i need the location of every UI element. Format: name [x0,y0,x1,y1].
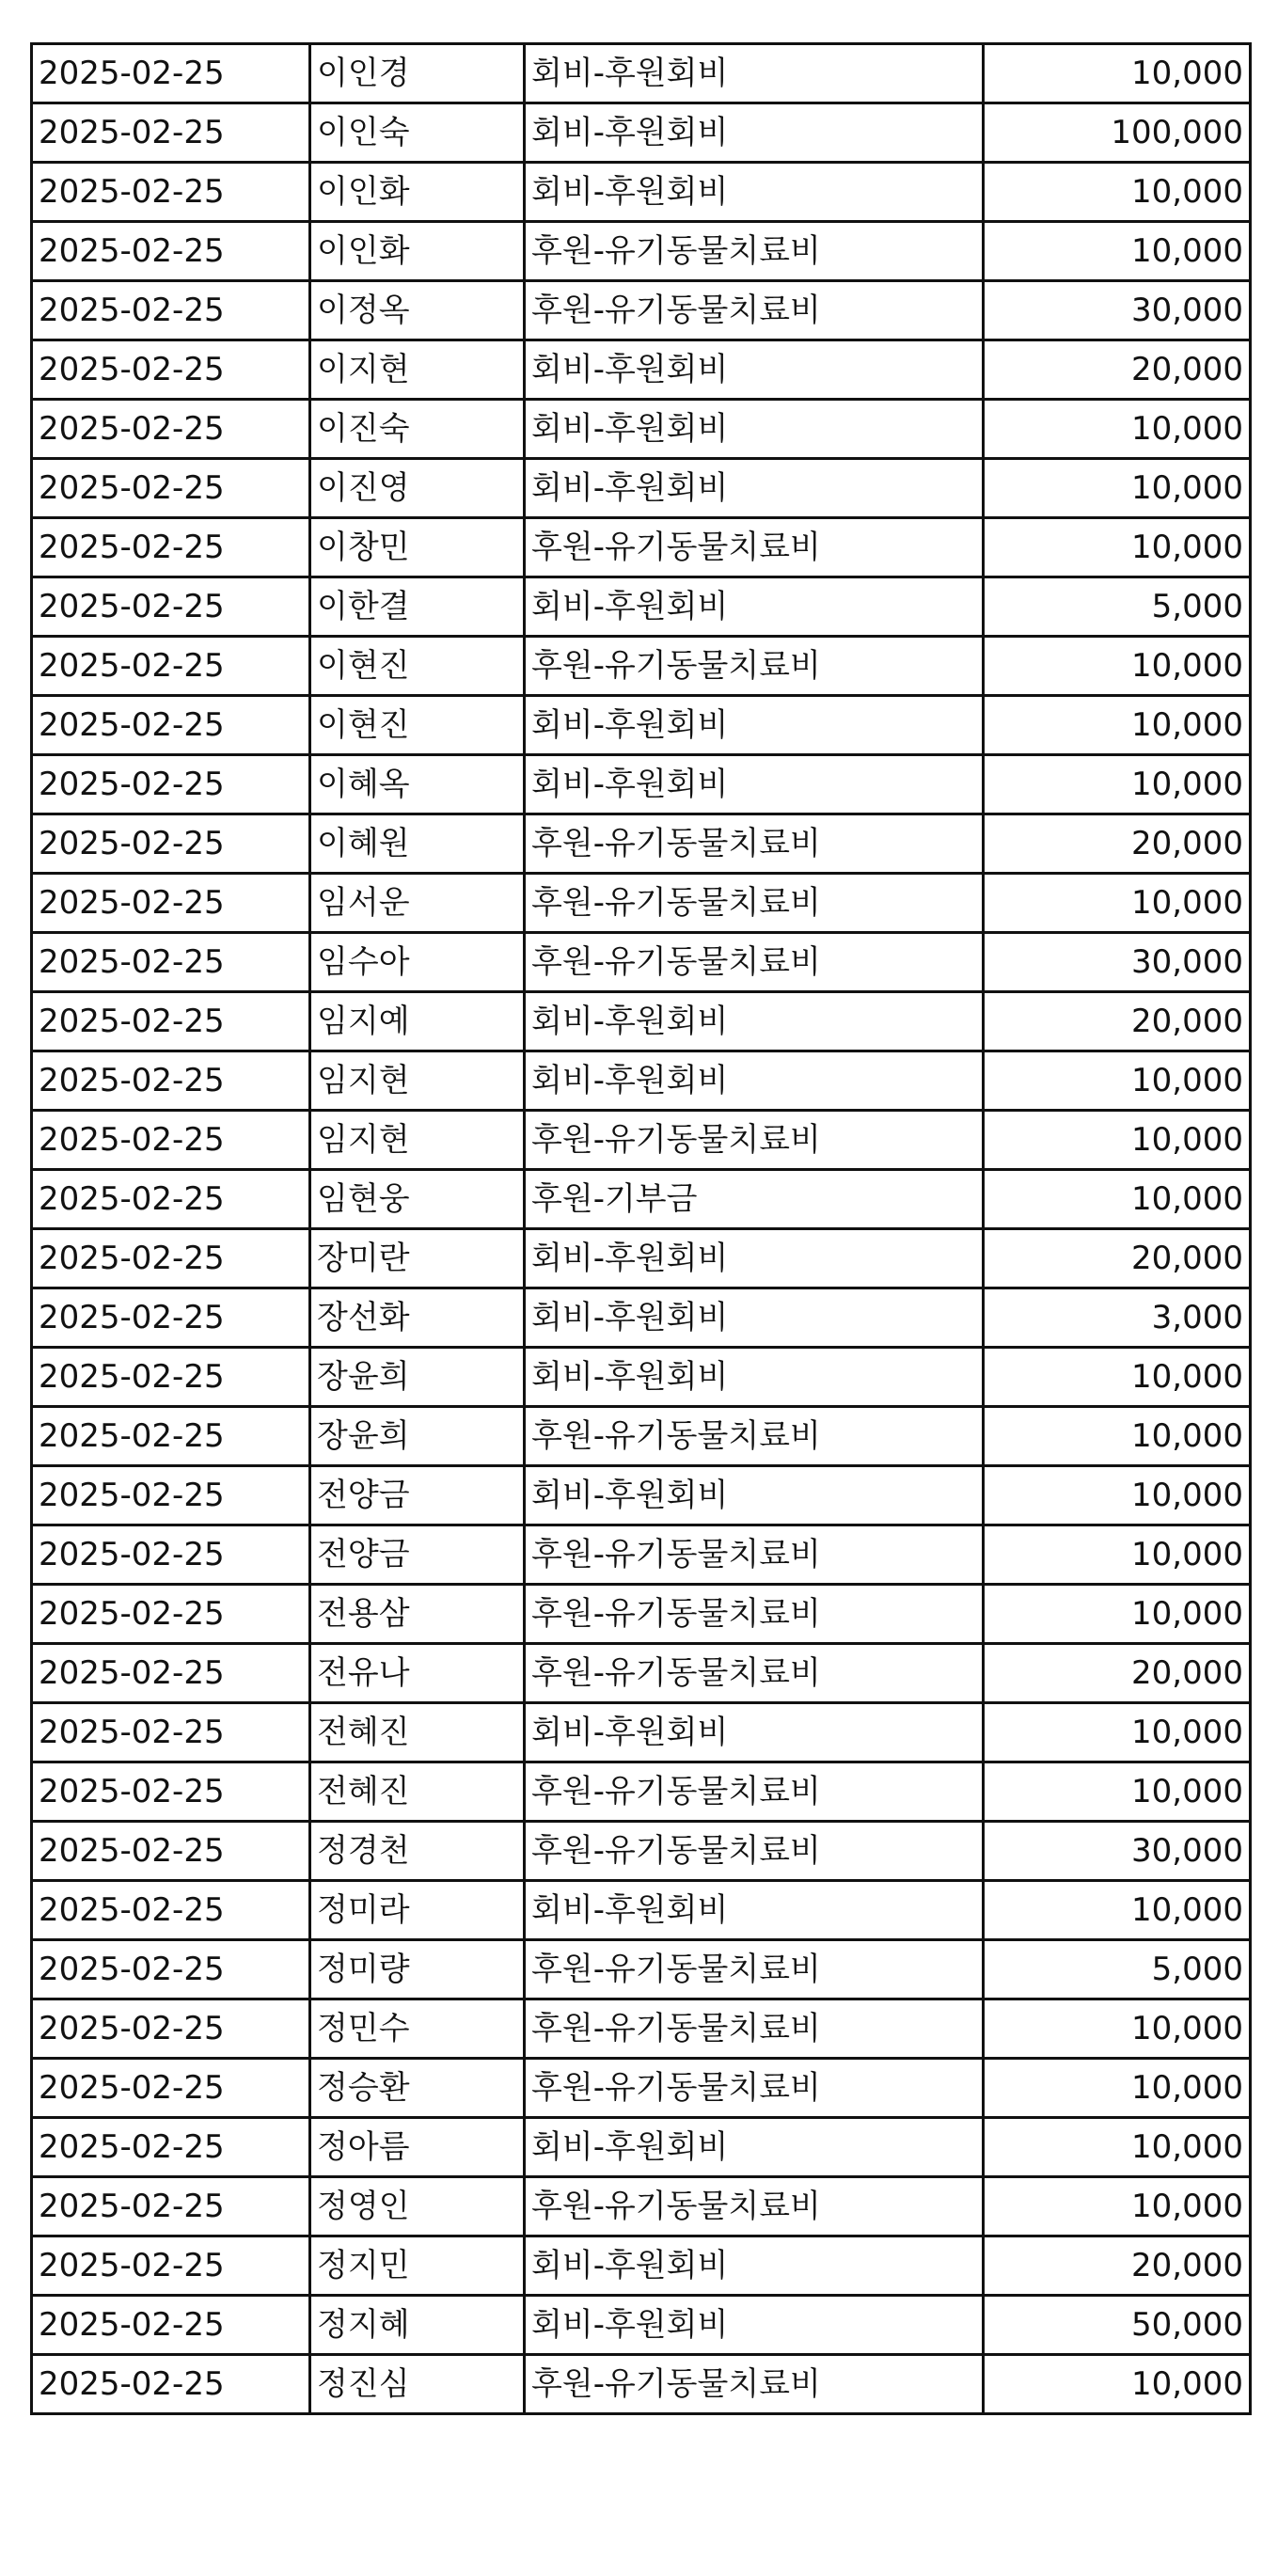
donor-name-cell: 장선화 [310,1288,525,1348]
category-cell: 후원-유기동물치료비 [525,1525,984,1585]
category-cell: 회비-후원회비 [525,1051,984,1111]
donor-name-cell: 이인화 [310,222,525,281]
table-row [32,637,1251,696]
table-row [32,1762,1251,1822]
date-cell: 2025-02-25 [32,459,310,518]
amount-cell: 10,000 [984,1762,1251,1822]
date-cell: 2025-02-25 [32,755,310,814]
amount-cell: 20,000 [984,992,1251,1051]
amount-cell: 30,000 [984,281,1251,340]
table-row [32,1999,1251,2059]
donor-name-cell: 정지혜 [310,2296,525,2355]
date-cell: 2025-02-25 [32,2177,310,2236]
category-cell: 후원-유기동물치료비 [525,222,984,281]
donor-name-cell: 전용삼 [310,1585,525,1644]
donor-name-cell: 임지예 [310,992,525,1051]
table-row [32,1407,1251,1466]
table-row [32,1348,1251,1407]
table-row [32,518,1251,577]
table-row [32,1644,1251,1703]
date-cell: 2025-02-25 [32,2118,310,2177]
table-row [32,1051,1251,1111]
donor-name-cell: 이인숙 [310,103,525,163]
date-cell: 2025-02-25 [32,1762,310,1822]
donor-name-cell: 전혜진 [310,1762,525,1822]
table-row [32,2059,1251,2118]
table-row [32,1170,1251,1229]
amount-cell: 10,000 [984,1881,1251,1940]
amount-cell: 10,000 [984,163,1251,222]
amount-cell: 10,000 [984,1703,1251,1762]
amount-cell: 10,000 [984,2059,1251,2118]
category-cell: 회비-후원회비 [525,400,984,459]
donor-name-cell: 전유나 [310,1644,525,1703]
date-cell: 2025-02-25 [32,577,310,637]
date-cell: 2025-02-25 [32,44,310,103]
date-cell: 2025-02-25 [32,874,310,933]
category-cell: 후원-유기동물치료비 [525,874,984,933]
table-row [32,2118,1251,2177]
category-cell: 회비-후원회비 [525,696,984,755]
donor-name-cell: 이혜옥 [310,755,525,814]
amount-cell: 10,000 [984,44,1251,103]
donor-name-cell: 이창민 [310,518,525,577]
donor-name-cell: 이혜원 [310,814,525,874]
date-cell: 2025-02-25 [32,2059,310,2118]
donor-name-cell: 이인화 [310,163,525,222]
ledger-body [32,44,1251,2414]
date-cell: 2025-02-25 [32,163,310,222]
donor-name-cell: 이현진 [310,696,525,755]
donor-name-cell: 임현웅 [310,1170,525,1229]
category-cell: 후원-유기동물치료비 [525,1585,984,1644]
donor-name-cell: 정미라 [310,1881,525,1940]
category-cell: 후원-유기동물치료비 [525,1762,984,1822]
date-cell: 2025-02-25 [32,2355,310,2414]
category-cell: 회비-후원회비 [525,1703,984,1762]
date-cell: 2025-02-25 [32,400,310,459]
category-cell: 후원-유기동물치료비 [525,2177,984,2236]
date-cell: 2025-02-25 [32,2236,310,2296]
amount-cell: 100,000 [984,103,1251,163]
table-row [32,1703,1251,1762]
date-cell: 2025-02-25 [32,1881,310,1940]
category-cell: 회비-후원회비 [525,577,984,637]
amount-cell: 5,000 [984,1940,1251,1999]
category-cell: 회비-후원회비 [525,2236,984,2296]
table-row [32,992,1251,1051]
date-cell: 2025-02-25 [32,1644,310,1703]
table-row [32,1585,1251,1644]
category-cell: 회비-후원회비 [525,2296,984,2355]
donor-name-cell: 전양금 [310,1466,525,1525]
amount-cell: 10,000 [984,518,1251,577]
category-cell: 회비-후원회비 [525,103,984,163]
date-cell: 2025-02-25 [32,1229,310,1288]
donor-name-cell: 정영인 [310,2177,525,2236]
amount-cell: 10,000 [984,1170,1251,1229]
date-cell: 2025-02-25 [32,2296,310,2355]
category-cell: 회비-후원회비 [525,1229,984,1288]
table-row [32,103,1251,163]
donor-name-cell: 정경천 [310,1822,525,1881]
donor-name-cell: 이현진 [310,637,525,696]
date-cell: 2025-02-25 [32,1288,310,1348]
table-row [32,1229,1251,1288]
table-row [32,2355,1251,2414]
amount-cell: 10,000 [984,1525,1251,1585]
donor-name-cell: 전양금 [310,1525,525,1585]
date-cell: 2025-02-25 [32,1585,310,1644]
category-cell: 회비-후원회비 [525,44,984,103]
date-cell: 2025-02-25 [32,1348,310,1407]
date-cell: 2025-02-25 [32,1525,310,1585]
amount-cell: 10,000 [984,459,1251,518]
date-cell: 2025-02-25 [32,637,310,696]
amount-cell: 10,000 [984,1348,1251,1407]
category-cell: 후원-유기동물치료비 [525,1822,984,1881]
amount-cell: 10,000 [984,1999,1251,2059]
amount-cell: 3,000 [984,1288,1251,1348]
category-cell: 회비-후원회비 [525,755,984,814]
table-row [32,874,1251,933]
table-row [32,814,1251,874]
donor-name-cell: 임지현 [310,1051,525,1111]
amount-cell: 10,000 [984,400,1251,459]
donor-name-cell: 정미량 [310,1940,525,1999]
amount-cell: 10,000 [984,755,1251,814]
category-cell: 후원-유기동물치료비 [525,1999,984,2059]
table-row [32,1466,1251,1525]
table-row [32,2236,1251,2296]
date-cell: 2025-02-25 [32,281,310,340]
amount-cell: 10,000 [984,222,1251,281]
date-cell: 2025-02-25 [32,696,310,755]
donor-name-cell: 이정옥 [310,281,525,340]
amount-cell: 10,000 [984,2118,1251,2177]
donor-name-cell: 이진영 [310,459,525,518]
table-row [32,1881,1251,1940]
donor-name-cell: 이지현 [310,340,525,400]
table-row [32,2296,1251,2355]
table-row [32,1940,1251,1999]
date-cell: 2025-02-25 [32,103,310,163]
table-row [32,281,1251,340]
category-cell: 후원-유기동물치료비 [525,281,984,340]
amount-cell: 50,000 [984,2296,1251,2355]
category-cell: 회비-후원회비 [525,992,984,1051]
donor-name-cell: 정지민 [310,2236,525,2296]
amount-cell: 10,000 [984,1466,1251,1525]
donor-name-cell: 정민수 [310,1999,525,2059]
date-cell: 2025-02-25 [32,1703,310,1762]
category-cell: 후원-유기동물치료비 [525,814,984,874]
table-row [32,1288,1251,1348]
donor-name-cell: 이한결 [310,577,525,637]
table-row [32,1525,1251,1585]
date-cell: 2025-02-25 [32,222,310,281]
donor-name-cell: 이인경 [310,44,525,103]
category-cell: 회비-후원회비 [525,163,984,222]
date-cell: 2025-02-25 [32,340,310,400]
date-cell: 2025-02-25 [32,814,310,874]
table-row [32,222,1251,281]
category-cell: 후원-유기동물치료비 [525,2355,984,2414]
donor-name-cell: 정진심 [310,2355,525,2414]
category-cell: 회비-후원회비 [525,1466,984,1525]
category-cell: 회비-후원회비 [525,459,984,518]
donor-name-cell: 전혜진 [310,1703,525,1762]
amount-cell: 20,000 [984,1229,1251,1288]
table-row [32,577,1251,637]
table-row [32,696,1251,755]
table-row [32,933,1251,992]
amount-cell: 10,000 [984,2355,1251,2414]
amount-cell: 10,000 [984,1407,1251,1466]
category-cell: 후원-유기동물치료비 [525,933,984,992]
date-cell: 2025-02-25 [32,933,310,992]
donor-name-cell: 임서운 [310,874,525,933]
date-cell: 2025-02-25 [32,1170,310,1229]
date-cell: 2025-02-25 [32,1466,310,1525]
amount-cell: 30,000 [984,1822,1251,1881]
category-cell: 후원-기부금 [525,1170,984,1229]
category-cell: 후원-유기동물치료비 [525,2059,984,2118]
date-cell: 2025-02-25 [32,1051,310,1111]
date-cell: 2025-02-25 [32,1940,310,1999]
date-cell: 2025-02-25 [32,1407,310,1466]
donor-name-cell: 정아름 [310,2118,525,2177]
amount-cell: 20,000 [984,2236,1251,2296]
donor-name-cell: 정승환 [310,2059,525,2118]
donor-name-cell: 장윤희 [310,1407,525,1466]
amount-cell: 20,000 [984,340,1251,400]
donor-name-cell: 장윤희 [310,1348,525,1407]
date-cell: 2025-02-25 [32,992,310,1051]
table-row [32,2177,1251,2236]
date-cell: 2025-02-25 [32,1999,310,2059]
category-cell: 후원-유기동물치료비 [525,1940,984,1999]
amount-cell: 10,000 [984,1051,1251,1111]
category-cell: 회비-후원회비 [525,1348,984,1407]
amount-cell: 30,000 [984,933,1251,992]
amount-cell: 20,000 [984,1644,1251,1703]
category-cell: 회비-후원회비 [525,1881,984,1940]
donation-ledger-table [30,42,1252,2415]
category-cell: 회비-후원회비 [525,2118,984,2177]
amount-cell: 10,000 [984,696,1251,755]
category-cell: 회비-후원회비 [525,340,984,400]
donor-name-cell: 임지현 [310,1111,525,1170]
donor-name-cell: 임수아 [310,933,525,992]
table-row [32,44,1251,103]
date-cell: 2025-02-25 [32,1111,310,1170]
category-cell: 후원-유기동물치료비 [525,1644,984,1703]
table-row [32,400,1251,459]
date-cell: 2025-02-25 [32,1822,310,1881]
table-row [32,163,1251,222]
category-cell: 후원-유기동물치료비 [525,1111,984,1170]
table-row [32,1111,1251,1170]
amount-cell: 10,000 [984,2177,1251,2236]
amount-cell: 10,000 [984,1585,1251,1644]
amount-cell: 10,000 [984,874,1251,933]
donor-name-cell: 장미란 [310,1229,525,1288]
amount-cell: 10,000 [984,1111,1251,1170]
table-row [32,1822,1251,1881]
category-cell: 후원-유기동물치료비 [525,518,984,577]
date-cell: 2025-02-25 [32,518,310,577]
table-row [32,340,1251,400]
amount-cell: 20,000 [984,814,1251,874]
category-cell: 회비-후원회비 [525,1288,984,1348]
table-row [32,755,1251,814]
donor-name-cell: 이진숙 [310,400,525,459]
amount-cell: 10,000 [984,637,1251,696]
table-row [32,459,1251,518]
amount-cell: 5,000 [984,577,1251,637]
category-cell: 후원-유기동물치료비 [525,637,984,696]
category-cell: 후원-유기동물치료비 [525,1407,984,1466]
